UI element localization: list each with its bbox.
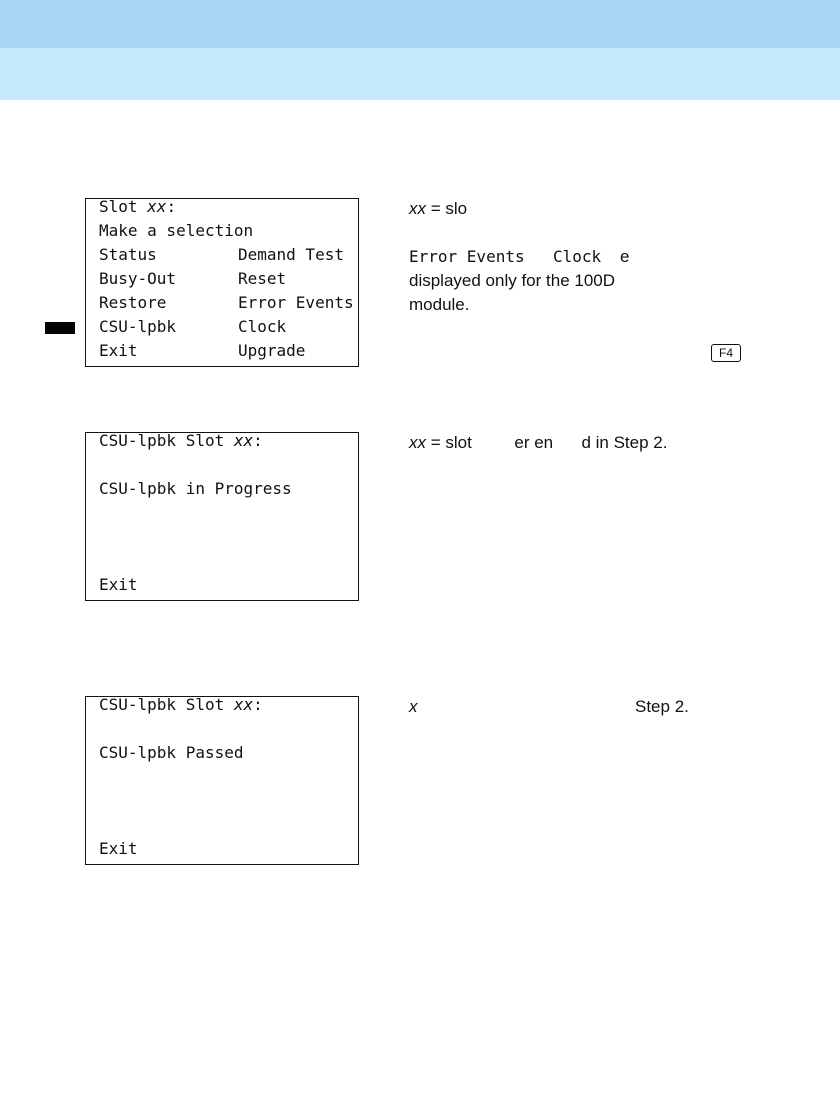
note-displayed-line: displayed only for the 100D (409, 271, 616, 290)
note-module-line: module. (409, 295, 470, 314)
screen-title: CSU-lpbk Slot xx: (99, 431, 263, 450)
display-screen-in-progress (85, 432, 359, 601)
f4-key-icon: F4 (711, 344, 741, 362)
menu-item-clock[interactable]: Clock (238, 317, 287, 336)
section-marker (45, 322, 75, 334)
menu-item-reset[interactable]: Reset (238, 269, 287, 288)
display-screen-passed (85, 696, 359, 865)
note-events-line: Error Events Clock e (409, 247, 630, 266)
menu-item-status[interactable]: Status (99, 245, 157, 264)
screen-status: CSU-lpbk Passed (99, 743, 244, 762)
note-slot-line: x (409, 697, 418, 716)
screen-title: Slot xx: (99, 197, 177, 216)
menu-item-upgrade[interactable]: Upgrade (238, 341, 306, 360)
menu-item-busy-out[interactable]: Busy-Out (99, 269, 177, 288)
menu-item-demand-test[interactable]: Demand Test (238, 245, 344, 264)
note-step-ref: Step 2. (635, 697, 689, 716)
menu-item-exit[interactable]: Exit (99, 575, 138, 594)
menu-item-error-events[interactable]: Error Events (238, 293, 354, 312)
note-slot-line: xx = slo (409, 199, 468, 218)
screen-status: CSU-lpbk in Progress (99, 479, 292, 498)
menu-item-csu-lpbk[interactable]: CSU-lpbk (99, 317, 177, 336)
menu-item-exit[interactable]: Exit (99, 839, 138, 858)
menu-item-restore[interactable]: Restore (99, 293, 167, 312)
header-band-bottom (0, 48, 840, 100)
display-screen-menu (85, 198, 359, 367)
menu-item-exit[interactable]: Exit (99, 341, 138, 360)
note-slot-line: xx = slot er en d in Step 2. (409, 433, 668, 452)
screen-title: CSU-lpbk Slot xx: (99, 695, 263, 714)
header-band-top (0, 0, 840, 48)
screen-prompt: Make a selection (99, 221, 254, 240)
